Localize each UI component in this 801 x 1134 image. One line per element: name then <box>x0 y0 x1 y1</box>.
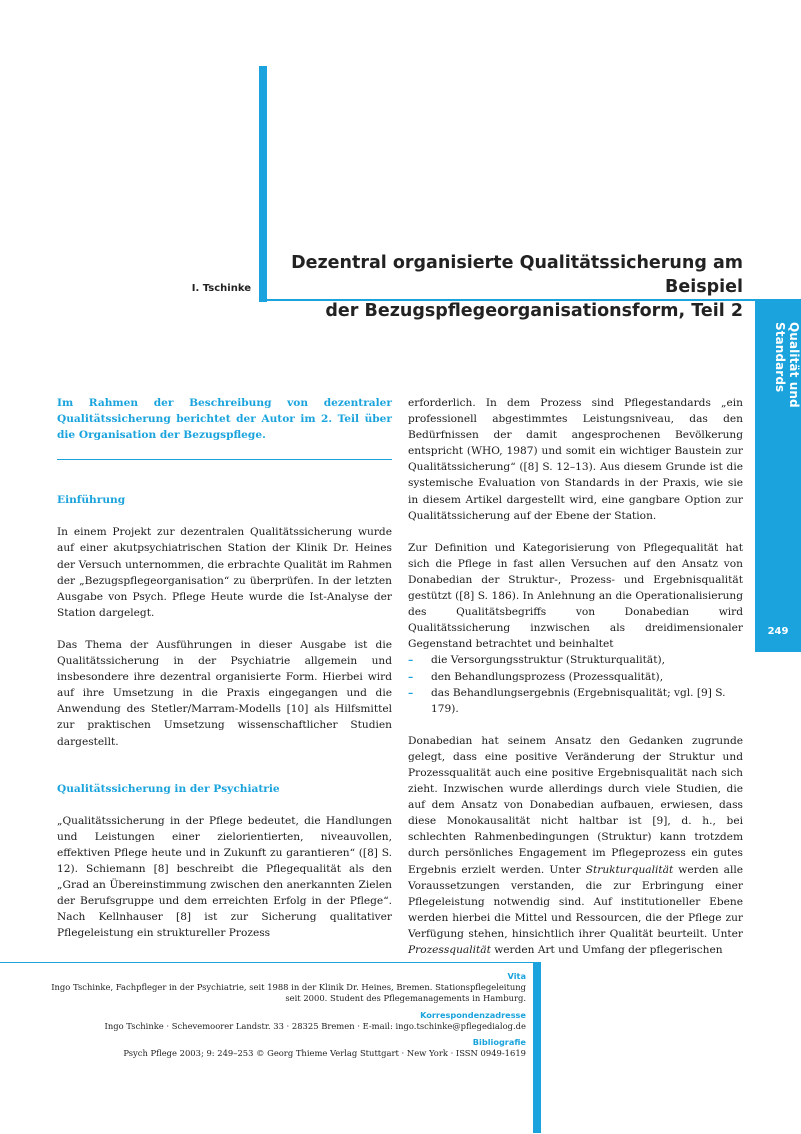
paragraph: Das Thema der Ausführungen in dieser Ausgabe ist die Qualitätssicherung in der Psychiatrie allgemein und insbesondere ihre dezentral organisierte Form. Hierbei wird auf ihre Umsetzung in die Praxis eingegangen und die Anwendung des Stetler/Marram-Modells [10] als Hilfsmittel zur praktischen Umsetzung wissenschaftlicher Studien dargestellt. <box>57 638 392 748</box>
article-title <box>270 251 743 323</box>
right-column <box>408 395 743 958</box>
title-line-1: Dezentral organisierte Qualitätssicherung am Beispiel <box>291 253 743 297</box>
paragraph: Donabedian hat seinem Ansatz den Gedanken zugrunde gelegt, dass eine positive Veränderung der Struktur und Prozessqualität auch eine positive Ergebnisqualität nach sich zieht. Inzwischen wurde allerdings durch viele Studien, die auf dem Ansatz von Donabedian aufbauen, erwiesen, dass diese Monokausalität nicht haltbar ist [9], d. h., bei schlechten Rahmenbedingungen (Struktur) kann trotzdem durch persönliches Engagement im Pflegeprozess ein gutes Ergebnis erzielt werden. Unter Strukturqualität werden alle Voraussetzungen verstanden, die zur Erbringung einer Pflegeleistung notwendig sind. Auf institutioneller Ebene werden hierbei die Mittel und Ressourcen, die der Pflege zur Verfügung stehen, hinsichtlich ihrer Qualität beurteilt. Unter Prozessqualität werden Art und Umfang der pflegerischen <box>408 734 743 956</box>
list-dash: – <box>408 654 414 667</box>
list-item: – die Versorgungsstruktur (Strukturqualität), <box>408 652 743 668</box>
title-line-2: der Bezugspflegeorganisationsform, Teil 2 <box>325 301 743 321</box>
paragraph: In einem Projekt zur dezentralen Qualitätssicherung wurde auf einer akutpsychiatrischen Station der Klinik Dr. Heines der Versuch unternommen, die erbrachte Qualität im Rahmen der „Bezugspflegeorganisation“ zu überprüfen. In der letzten Ausgabe von Psych. Pflege Heute wurde die Ist-Analyse der Station dargelegt. <box>57 526 392 619</box>
bibliography-text: Psych Pflege 2003; 9: 249–253 © Georg Thieme Verlag Stuttgart · New York · ISSN 0949-1619 <box>123 1048 526 1059</box>
quality-dimensions-list <box>408 652 743 716</box>
term-prozessqualitaet: Prozessqualität <box>408 944 491 956</box>
author-name: I. Tschinke <box>191 283 251 294</box>
list-dash: – <box>408 670 414 683</box>
page-number: 249 <box>767 626 789 637</box>
vita-heading: Vita <box>507 971 526 981</box>
address-text: Ingo Tschinke · Schevemoorer Landstr. 33 · 28325 Bremen · E-mail: ingo.tschinke@pflegedialog.de <box>104 1020 526 1031</box>
bibliography-heading: Bibliografie <box>472 1037 526 1048</box>
heading-einfuehrung: Einführung <box>57 494 126 507</box>
list-item: – den Behandlungsprozess (Prozessqualität), <box>408 669 743 685</box>
heading-qualitaetssicherung: Qualitätssicherung in der Psychiatrie <box>57 782 280 795</box>
list-dash: – <box>408 686 414 699</box>
abstract: Im Rahmen der Beschreibung von dezentraler Qualitätssicherung berichtet der Autor im 2. Teil über die Organisation der Bezugspflege. <box>57 397 392 442</box>
footer-info <box>40 971 526 1059</box>
address-heading: Korrespondenzadresse <box>420 1009 526 1020</box>
list-item: – das Behandlungsergebnis (Ergebnisqualität; vgl. [9] S. 179). <box>408 686 726 715</box>
paragraph: erforderlich. In dem Prozess sind Pflegestandards „ein professionell abgestimmtes Leistungsniveau, das den Bedürfnissen der damit angesprochenen Bevölkerung entspricht (WHO, 1987) und somit ein wichtiger Baustein zur Qualitätssicherung“ ([8] S. 12–13). Aus diesem Grunde ist die systemische Evaluation von Standards in der Praxis, wie sie in diesem Artikel dargestellt wird, eine gangbare Option zur Qualitätssicherung auf der Ebene der Station. <box>408 397 743 522</box>
section-label: Qualität und Standards <box>773 322 801 408</box>
vita-text: Ingo Tschinke, Fachpfleger in der Psychiatrie, seit 1988 in der Klinik Dr. Heines, Bremen. Stationspflegeleitung seit 2000. Student des Pflegemanagements in Hamburg. <box>51 982 526 1004</box>
paragraph: „Qualitätssicherung in der Pflege bedeutet, die Handlungen und Leistungen einer zielorientierten, niveauvollen, effektiven Pflege heute und in Zukunft zu garantieren“ ([8] S. 12). Schiemann [8] beschreibt die Pflegequalität als den „Grad an Übereinstimmung zwischen den anerkannten Zielen der Berufsgruppe und dem erreichten Erfolg in der Pflege“. Nach Kellnhauser [8] ist zur Sicherung qualitativer Pflegeleistung ein struktureller Prozess <box>57 814 392 940</box>
left-column <box>57 395 392 941</box>
footer-accent-bar <box>533 962 541 1133</box>
header-accent-bar <box>259 66 267 302</box>
paragraph: Zur Definition und Kategorisierung von Pflegequalität hat sich die Pflege in fast allen Versuchen auf den Ansatz von Donabedian der Struktur-, Prozess- und Ergebnisqualität gestützt ([8] S. 186). In Anlehnung an die Operationalisierung des Qualitätsbegriffs von Donabedian wird Qualitätssicherung inzwischen als dreidimensionaler Gegenstand betrachtet und beinhaltet <box>408 541 743 651</box>
term-strukturqualitaet: Strukturqualität <box>585 863 674 876</box>
